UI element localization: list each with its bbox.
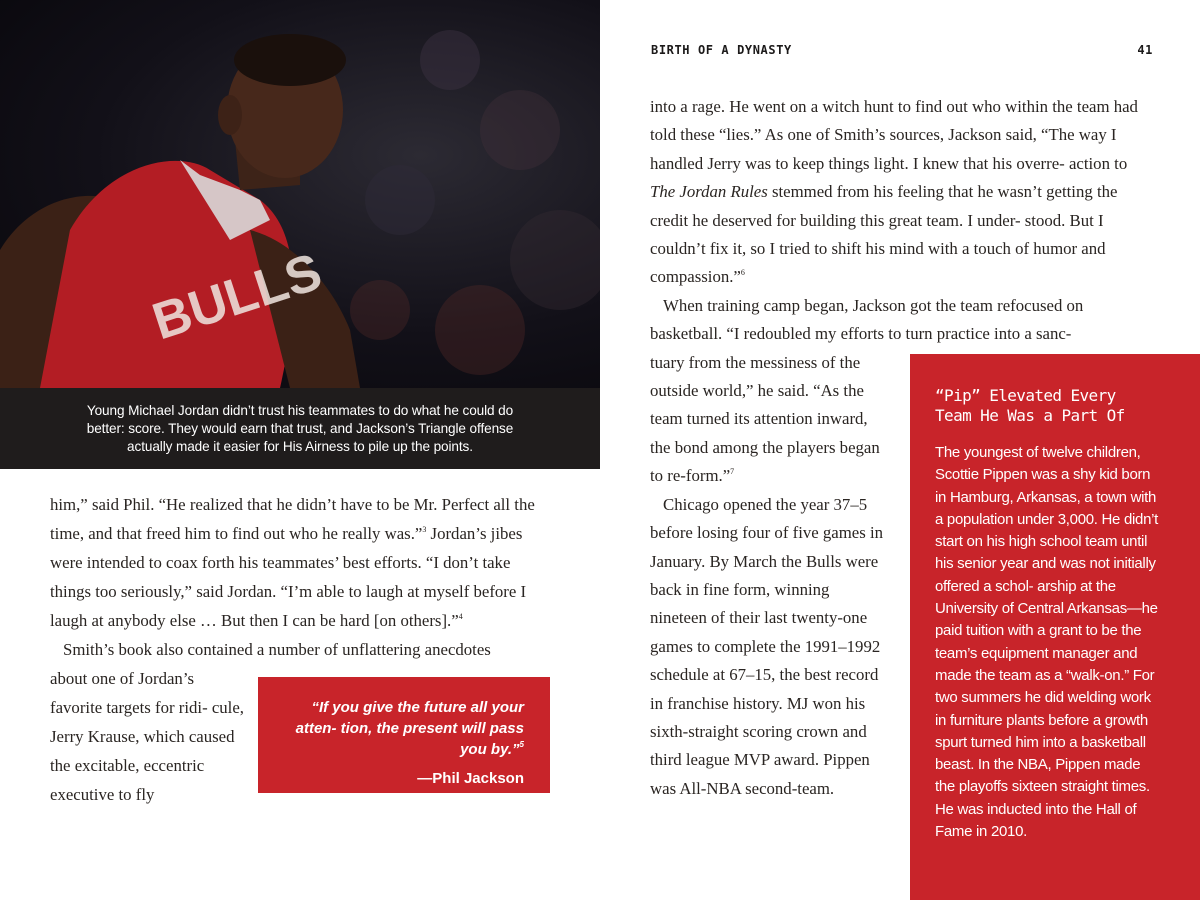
running-head-title: BIRTH OF A DYNASTY: [651, 43, 792, 57]
sidebar-box: [910, 354, 1200, 900]
footnote-ref: 3: [422, 525, 427, 534]
body-paragraph: Smith’s book also contained a number of unflattering anecdotes: [63, 640, 491, 659]
footnote-ref: 6: [740, 268, 745, 278]
caption-line: Young Michael Jordan didn’t trust his teammates to do what he could do: [86, 402, 514, 418]
player-photo: [0, 0, 600, 388]
footnote-ref: 7: [730, 467, 735, 477]
pull-quote: [258, 677, 550, 793]
caption-line: actually made it easier for His Airness to pile up the points.: [127, 438, 473, 454]
body-paragraph-wrapped: tuary from the messiness of the outside world,” he said. “As the team turned its attention inward, the bond among the players began to re-form.”$^7$: [650, 352, 880, 486]
page-number: 41: [1137, 43, 1153, 57]
pull-quote-attribution: —Phil Jackson: [417, 770, 524, 787]
sidebar-body: The youngest of twelve children, Scottie Pippen was a shy kid born in Hamburg, Arkansas, a town with a population under 3,000. He didn’t start on his high school team until his senior year and was not initially offered a schol- arship at the University of Central Arkansas—he paid tuition with a grant to be the team’s equipment manager and made the team as a “walk-on.” For two summers he did welding work in furniture plants before a growth spurt turned him into a basketball beast. In the NBA, Pippen made the playoffs sixteen straight times. He was inducted into the Hall of Fame in 2010.: [935, 444, 1159, 841]
footnote-ref: 4: [458, 612, 463, 621]
body-paragraph-wrapped: about one of Jordan’s favorite targets for ridi- cule, Jerry Krause, which caused the excitable, eccentric executive to fly: [50, 669, 244, 804]
body-paragraph: Chicago opened the year 37–5 before losing four of five games in January. By March the Bulls were back in fine form, winning nineteen of their last twenty-one games to complete the 1991–1992 schedule at 67–15, the best record in franchise history. MJ won his sixth-straight scoring crown and third league MVP award. Pippen was All-NBA second-team.: [650, 494, 884, 798]
caption-line: better: score. They would earn that trust, and Jackson’s Triangle offense: [86, 420, 514, 436]
book-title: The Jordan Rules: [650, 182, 768, 202]
svg-text:BULLS: BULLS: [145, 242, 329, 352]
body-paragraph: him,” said Phil. “He realized that he didn’t have to be Mr. Perfect all the time, and that freed him to find out who he really was.”$^3$ Jordan’s jibes were intended to coax forth his teammates’ best efforts. “I don’t take things too seriously,” said Jordan. “I’m able to laugh at myself before I laugh at anybody else … But then I can be hard [on others].”$^4$: [50, 495, 535, 630]
body-paragraph: When training camp began, Jackson got the team refocused on basketball. “I redoubled my efforts to turn practice into a sanc-: [650, 295, 1084, 344]
photo-caption: [0, 388, 600, 469]
sidebar-title: “Pip” Elevated Every Team He Was a Part Of: [935, 386, 1125, 425]
pull-quote-text: “If you give the future all your atten- tion, the present will pass you by.”: [295, 699, 524, 758]
body-paragraph: into a rage. He went on a witch hunt to find out who within the team had told these “lies.” As one of Smith’s sources, Jackson said, “The way I handled Jerry was to keep things light. I knew that his overre- action to The Jordan Rules stemmed from his feeling that he wasn’t getting the credit he deserved for building this great team. I under- stood. But I couldn’t fix it, so I tried to shift his mind with a touch of humor and compassion.”$^6$: [650, 97, 1138, 287]
footnote-ref: 5: [519, 740, 524, 749]
